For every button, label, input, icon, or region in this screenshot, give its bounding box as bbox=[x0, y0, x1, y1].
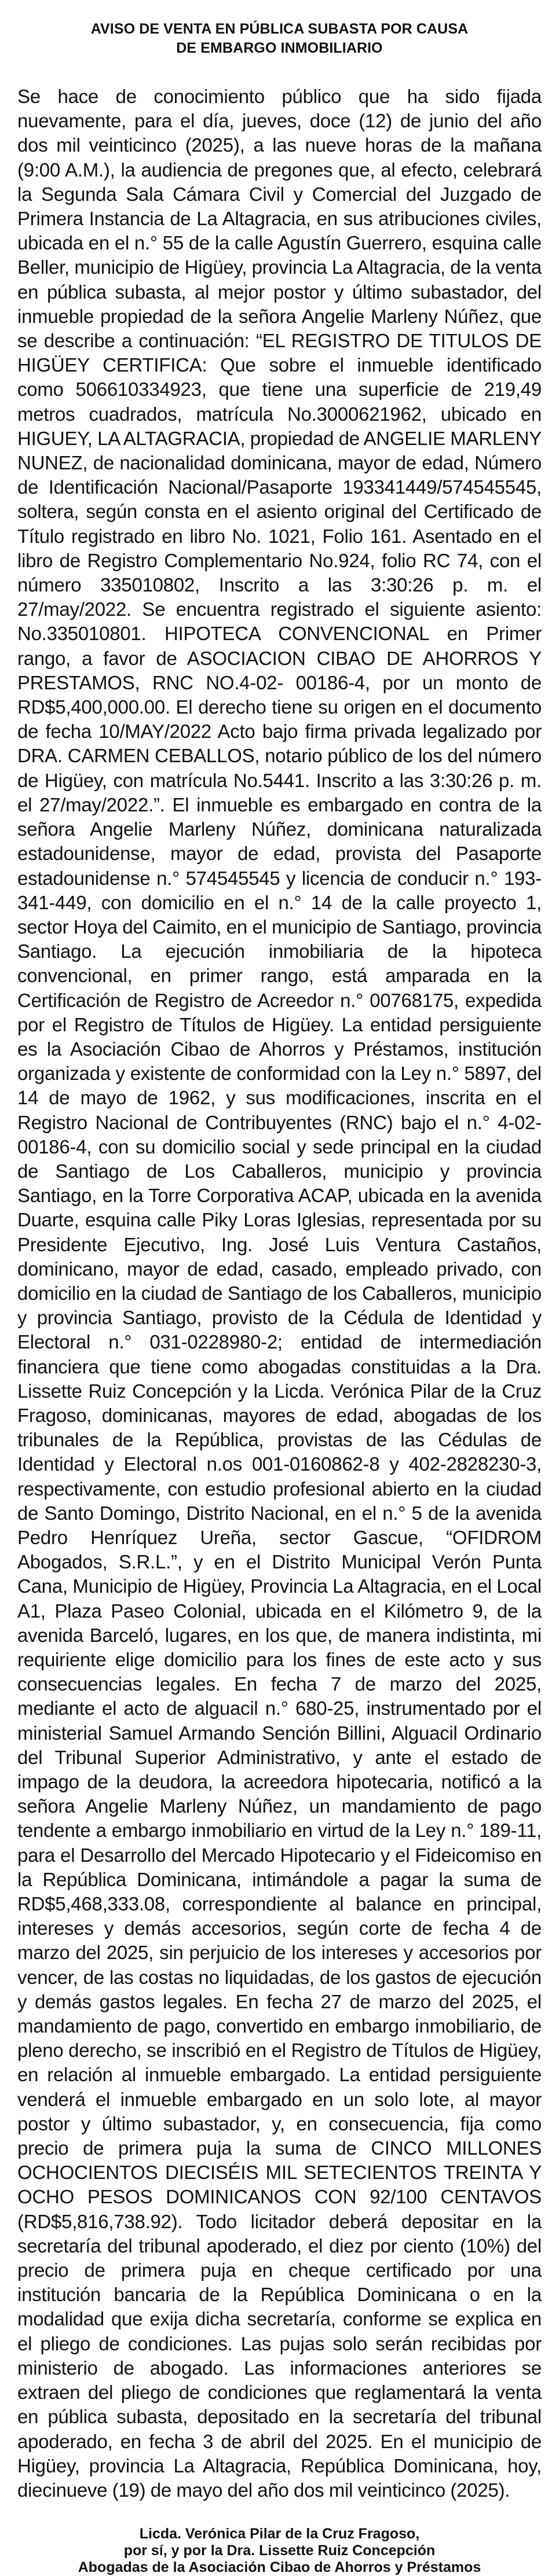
signature-block bbox=[17, 2526, 542, 2576]
notice-title-line-1: AVISO DE VENTA EN PÚBLICA SUBASTA POR CAUSA bbox=[90, 21, 469, 37]
signature-line-2: por sí, y por la Dra. Lissette Ruiz Concepción bbox=[123, 2542, 436, 2559]
signature-line-1: Licda. Verónica Pilar de la Cruz Fragoso, bbox=[139, 2526, 420, 2542]
notice-title bbox=[17, 20, 542, 58]
signature-line-3: Abogadas de la Asociación Cibao de Ahorros y Préstamos bbox=[78, 2559, 481, 2576]
notice-body: Se hace de conocimiento público que ha sido fijada nuevamente, para el día, jueves, doce (12) de junio del año dos mil veinticinco (2025), a las nueve horas de la mañana (9:00 A.M.), la audiencia de pregones que, al efecto, celebrará la Segunda Sala Cámara Civil y Comercial del Juzgado de Primera Instancia de La Altagracia, en sus atribuciones civiles, ubicada en el n.° 55 de la calle Agustín Guerrero, esquina calle Beller, municipio de Higüey, provincia La Altagracia, de la venta en pública subasta, al mejor postor y último subastador, del inmueble propiedad de la señora Angelie Marleny Núñez, que se describe a continuación: “EL REGISTRO DE TITULOS DE HIGÜEY CERTIFICA: Que sobre el inmueble identificado como 506610334923, que tiene una superficie de 219,49 metros cuadrados, matrícula No.3000621962, ubicado en HIGUEY, LA ALTAGRACIA, propiedad de ANGELIE MARLENY NUNEZ, de nacionalidad dominicana, mayor de edad, Número de Identificación Nacional/Pasaporte 193341449/574545545, soltera, según consta en el asiento original del Certificado de Título registrado en libro No. 1021, Folio 161. Asentado en el libro de Registro Complementario No.924, folio RC 74, con el número 335010802, Inscrito a las 3:30:26 p. m. el 27/may/2022. Se encuentra registrado el siguiente asiento: No.335010801. HIPOTECA CONVENCIONAL en Primer rango, a favor de ASOCIACION CIBAO DE AHORROS Y PRESTAMOS, RNC NO.4-02- 00186-4, por un monto de RD$5,400,000.00. El derecho tiene su origen en el documento de fecha 10/MAY/2022 Acto bajo firma privada legalizado por DRA. CARMEN CEBALLOS, notario público de los del número de Higüey, con matrícula No.5441. Inscrito a las 3:30:26 p. m. el 27/may/2022.”. El inmueble es embargado en contra de la señora Angelie Marleny Núñez, dominicana naturalizada estadounidense, mayor de edad, provista del Pasaporte estadounidense n.° 574545545 y licencia de conducir n.° 193-341-449, con domicilio en el n.° 14 de la calle proyecto 1, sector Hoya del Caimito, en el municipio de Santiago, provincia Santiago. La ejecución inmobiliaria de la hipoteca convencional, en primer rango, está amparada en la Certificación de Registro de Acreedor n.° 00768175, expedida por el Registro de Títulos de Higüey. La entidad persiguiente es la Asociación Cibao de Ahorros y Préstamos, institución organizada y existente de conformidad con la Ley n.° 5897, del 14 de mayo de 1962, y sus modificaciones, inscrita en el Registro Nacional de Contribuyentes (RNC) bajo el n.° 4-02-00186-4, con su domicilio social y sede principal en la ciudad de Santiago de Los Caballeros, municipio y provincia Santiago, en la Torre Corporativa ACAP, ubicada en la avenida Duarte, esquina calle Piky Loras Iglesias, representada por su Presidente Ejecutivo, Ing. José Luis Ventura Castaños, dominicano, mayor de edad, casado, empleado privado, con domicilio en la ciudad de Santiago de los Caballeros, municipio y provincia Santiago, provisto de la Cédula de Identidad y Electoral n.° 031-0228980-2; entidad de intermediación financiera que tiene como abogadas constituidas a la Dra. Lissette Ruiz Concepción y la Licda. Verónica Pilar de la Cruz Fragoso, dominicanas, mayores de edad, abogadas de los tribunales de la República, provistas de las Cédulas de Identidad y Electoral n.os 001-0160862-8 y 402-2828230-3, respectivamente, con estudio profesional abierto en la ciudad de Santo Domingo, Distrito Nacional, en el n.° 5 de la avenida Pedro Henríquez Ureña, sector Gascue, “OFIDROM Abogados, S.R.L.”, y en el Distrito Municipal Verón Punta Cana, Municipio de Higüey, Provincia La Altagracia, en el Local A1, Plaza Paseo Colonial, ubicada en el Kilómetro 9, de la avenida Barceló, lugares, en los que, de manera indistinta, mi requiriente elige domicilio para los fines de este acto y sus consecuencias legales. En fecha 7 de marzo del 2025, mediante el acto de alguacil n.° 680-25, instrumentado por el ministerial Samuel Armando Sención Billini, Alguacil Ordinario del Tribunal Superior Administrativo, y ante el estado de impago de la deudora, la acreedora hipotecaria, notificó a la señora Angelie Marleny Núñez, un mandamiento de pago tendente a embargo inmobiliario en virtud de la Ley n.° 189-11, para el Desarrollo del Mercado Hipotecario y el Fideicomiso en la República Dominicana, intimándole a pagar la suma de RD$5,468,333.08, correspondiente al balance en principal, intereses y demás accesorios, según corte de fecha 4 de marzo del 2025, sin perjuicio de los intereses y accesorios por vencer, de las costas no liquidadas, de los gastos de ejecución y demás gastos legales. En fecha 27 de marzo del 2025, el mandamiento de pago, convertido en embargo inmobiliario, de pleno derecho, se inscribió en el Registro de Títulos de Higüey, en relación al inmueble embargado. La entidad persiguiente venderá el inmueble embargado en un solo lote, al mayor postor y último subastador, y, en consecuencia, fija como precio de primera puja la suma de CINCO MILLONES OCHOCIENTOS DIECISÉIS MIL SETECIENTOS TREINTA Y OCHO PESOS DOMINICANOS CON 92/100 CENTAVOS (RD$5,816,738.92). Todo licitador deberá depositar en la secretaría del tribunal apoderado, el diez por ciento (10%) del precio de primera puja en cheque certificado por una institución bancaria de la República Dominicana o en la modalidad que exija dicha secretaría, conforme se explica en el pliego de condiciones. Las pujas solo serán recibidas por ministerio de abogado. Las informaciones anteriores se extraen del pliego de condiciones que reglamentará la venta en pública subasta, depositado en la secretaría del tribunal apoderado, en fecha 3 de abril del 2025. En el municipio de Higüey, provincia La Altagracia, República Dominicana, hoy, diecinueve (19) de mayo del año dos mil veinticinco (2025). bbox=[17, 86, 542, 2501]
notice-title-line-2: DE EMBARGO INMOBILIARIO bbox=[176, 40, 383, 56]
